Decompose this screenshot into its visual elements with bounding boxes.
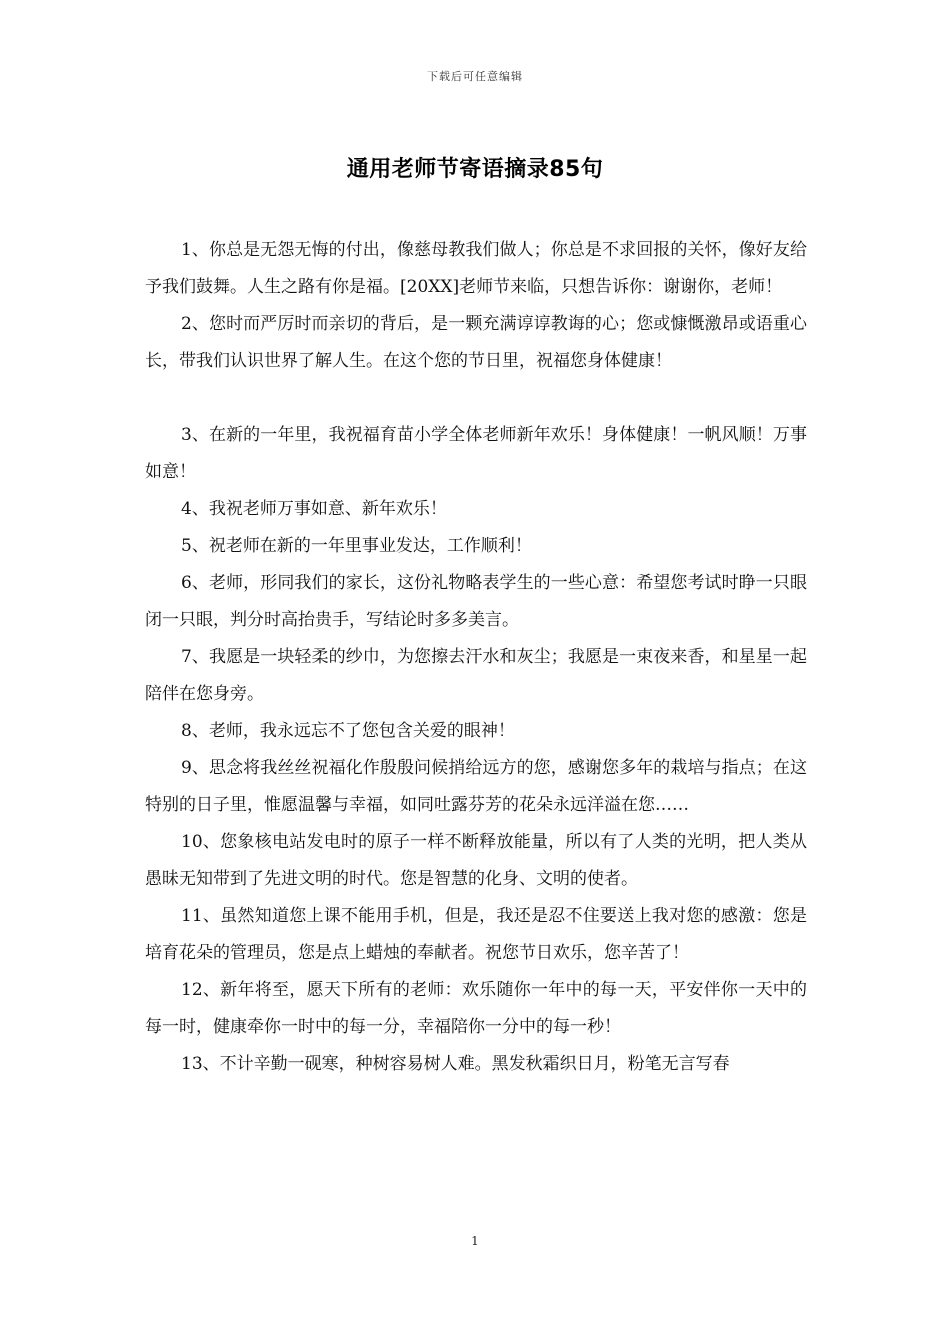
paragraph-7: 7、我愿是一块轻柔的纱巾，为您擦去汗水和灰尘；我愿是一束夜来香，和星星一起陪伴在您身旁。 bbox=[145, 647, 807, 704]
paragraph-3: 3、在新的一年里，我祝福育苗小学全体老师新年欢乐！身体健康！一帆风顺！万事如意！ bbox=[145, 425, 807, 482]
document-body bbox=[145, 232, 807, 1083]
paragraph-10: 10、您象核电站发电时的原子一样不断释放能量，所以有了人类的光明，把人类从愚昧无知带到了先进文明的时代。您是智慧的化身、文明的使者。 bbox=[145, 832, 807, 889]
paragraph-4: 4、我祝老师万事如意、新年欢乐！ bbox=[181, 499, 447, 519]
document-title: 通用老师节寄语摘录85句 bbox=[346, 157, 604, 182]
paragraph-6: 6、老师，形同我们的家长，这份礼物略表学生的一些心意：希望您考试时睁一只眼闭一只眼，判分时高抬贵手，写结论时多多美言。 bbox=[145, 573, 807, 630]
paragraph-13: 13、不计辛勤一砚寒，种树容易树人难。黑发秋霜织日月，粉笔无言写春 bbox=[181, 1054, 730, 1074]
page-header: 下载后可任意编辑 bbox=[427, 70, 523, 83]
paragraph-1: 1、你总是无怨无悔的付出，像慈母教我们做人；你总是不求回报的关怀，像好友给予我们鼓舞。人生之路有你是福。[20XX]老师节来临，只想告诉你：谢谢你，老师！ bbox=[145, 240, 807, 297]
paragraph-11: 11、虽然知道您上课不能用手机，但是，我还是忍不住要送上我对您的感激：您是培育花朵的管理员，您是点上蜡烛的奉献者。祝您节日欢乐，您辛苦了！ bbox=[145, 906, 807, 963]
paragraph-8: 8、老师，我永远忘不了您包含关爱的眼神！ bbox=[181, 721, 515, 741]
paragraph-2: 2、您时而严厉时而亲切的背后，是一颗充满谆谆教诲的心；您或慷慨激昂或语重心长，带我们认识世界了解人生。在这个您的节日里，祝福您身体健康！ bbox=[145, 314, 807, 371]
paragraph-12: 12、新年将至，愿天下所有的老师：欢乐随你一年中的每一天，平安伴你一天中的每一时，健康牵你一时中的每一分，幸福陪你一分中的每一秒！ bbox=[145, 980, 807, 1037]
paragraph-spacer bbox=[145, 380, 807, 417]
page-number: 1 bbox=[471, 1234, 479, 1248]
paragraph-9: 9、思念将我丝丝祝福化作殷殷问候捎给远方的您，感谢您多年的栽培与指点；在这特别的日子里，惟愿温馨与幸福，如同吐露芬芳的花朵永远洋溢在您…… bbox=[145, 758, 807, 815]
paragraph-5: 5、祝老师在新的一年里事业发达，工作顺利！ bbox=[181, 536, 532, 556]
